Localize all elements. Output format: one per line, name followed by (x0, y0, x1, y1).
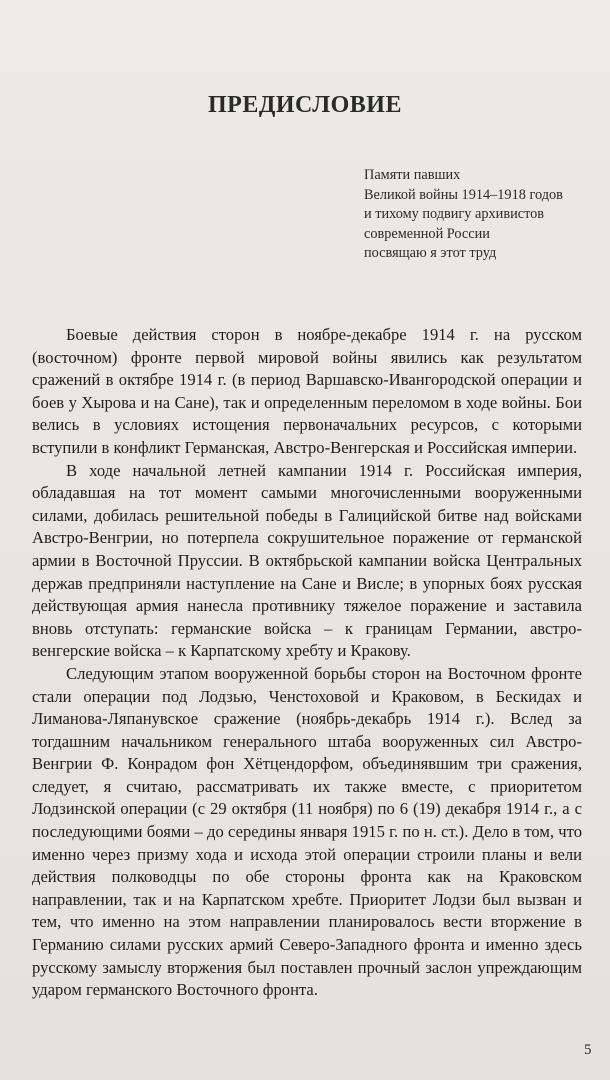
paragraph: Следующим этапом вооруженной борьбы сторон на Восточном фронте стали операции под Лодзью, Ченстоховой и Краковом, в Бескидах и Лиманова-Ляпанувское сражение (ноябрь-декабрь 1914 г.). Вслед за тогдашним начальником генерального штаба вооруженных сил Австро-Венгрии Ф. Конрадом фон Хётцендорфом, объединявшим три сражения, следует, я считаю, рассматривать их также вместе, с приоритетом Лодзинской операции (с 29 октября (11 ноября) по 6 (19) декабря 1914 г., а с последующими боями – до середины января 1915 г. по н. ст.). Дело в том, что именно через призму хода и исхода этой операции строили планы и вели действия полководцы по обе стороны фронта как на Краковском направлении, так и на Карпатском хребте. Приоритет Лодзи был вызван и тем, что именно на этом направлении планировалось вести вторжение в Германию силами русских армий Северо-Западного фронта и именно здесь русскому замыслу вторжения был поставлен прочный заслон упреждающим ударом германского Восточного фронта. (32, 663, 582, 1000)
page-number: 5 (584, 1042, 592, 1058)
body-text (32, 324, 582, 1002)
epigraph (364, 166, 604, 264)
page-title: ПРЕДИСЛОВИЕ (208, 92, 402, 118)
epigraph-line: и тихому подвигу архивистов (364, 206, 545, 222)
paragraph: В ходе начальной летней кампании 1914 г. Российская империя, обладавшая на тот момент самыми многочисленными вооруженными силами, добилась решительной победы в Галицийской битве над войсками Австро-Венгрии, но потерпела сокрушительное поражение от германской армии в Восточной Пруссии. В октябрьской кампании войска Центральных держав предприняли наступление на Сане и Висле; в упорных боях русская действующая армия нанесла противнику тяжелое поражение и заставила вновь отступать: германские войска – к границам Германии, австро-венгерские войска – к Карпатскому хребту и Кракову. (32, 460, 582, 661)
epigraph-line: Великой войны 1914–1918 годов (364, 186, 563, 203)
paragraph: Боевые действия сторон в ноябре-декабре 1914 г. на русском (восточном) фронте первой мировой войны явились как результатом сражений в октябре 1914 г. (в период Варшавско-Ивангородской операции и боев у Хырова и на Сане), так и определенным переломом в ходе войны. Бои велись в условиях истощения первоначальних ресурсов, с которыми вступили в конфликт Германская, Австро-Венгерская и Российская империи. (32, 325, 582, 457)
epigraph-line: современной России (364, 225, 490, 242)
epigraph-line: Памяти павших (364, 167, 461, 183)
epigraph-line: посвящаю я этот труд (364, 245, 497, 261)
